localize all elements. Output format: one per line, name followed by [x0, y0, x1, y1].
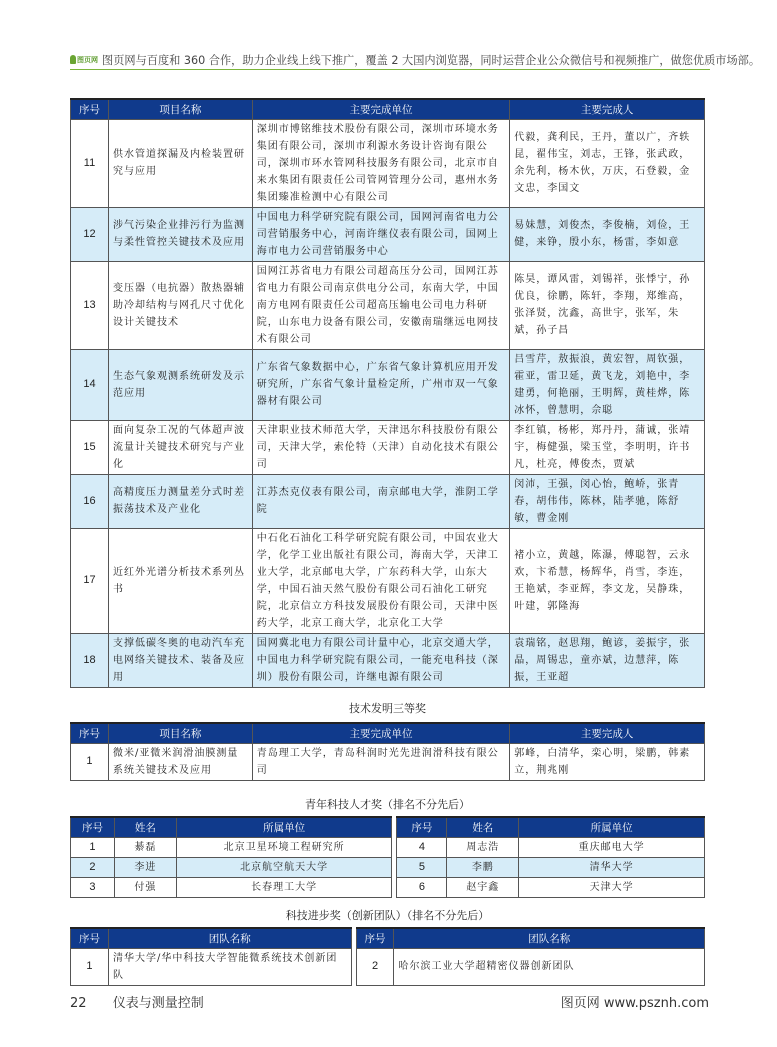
cell-people: 易妹慧，刘俊杰，李俊楠，刘俭，王健，来铮，殷小东，杨雷，李如意: [510, 207, 705, 261]
col-header-no: 序号: [71, 723, 109, 743]
cell-units: 广东省气象数据中心，广东省气象计算机应用开发研究所，广东省气象计量检定所，广州市双一气象器材有限公司: [252, 349, 510, 420]
cell-team-name: 清华大学/华中科技大学智能微系统技术创新团队: [108, 948, 351, 985]
cell-unit: 重庆邮电大学: [519, 837, 705, 857]
col-header-project: 项目名称: [108, 99, 252, 119]
table-row: [71, 207, 705, 261]
cell-name: 付强: [114, 877, 176, 897]
col-header-no-2: 序号: [356, 928, 394, 948]
cell-unit: 天津大学: [519, 877, 705, 897]
cell-no: 5: [397, 857, 447, 877]
journal-name: 仪表与测量控制: [112, 996, 204, 1011]
cell-no: 16: [71, 474, 109, 528]
footer-left: [70, 992, 204, 1011]
cell-name: 李进: [114, 857, 176, 877]
col-header-team: 团队名称: [108, 928, 351, 948]
banner-text: 图页网与百度和 360 合作，助力企业线上线下推广，覆盖 2 大国内浏览器，同时运营企业公众微信号和视频推广，做您优质市场部。: [102, 53, 761, 67]
cell-no: 18: [71, 633, 109, 687]
cell-no: 15: [71, 420, 109, 474]
table-row: [71, 420, 705, 474]
table-row: [71, 743, 705, 780]
section-title-youth: 青年科技人才奖（排名不分先后）: [305, 798, 470, 811]
cell-no: 13: [71, 261, 109, 349]
table-row: [71, 474, 705, 528]
cell-people: 郭峰，白清华，栾心明，梁鹏，韩素立，荆兆刚: [510, 743, 705, 780]
cell-people: 陈昊，谭风雷，刘锡祥，张悸宁，孙优良，徐鹏，陈轩，李翔，郑维高，张泽贤，沈鑫，高世宇，张军，朱斌，孙子昌: [510, 261, 705, 349]
table-row: [71, 528, 705, 633]
cell-no: 11: [71, 119, 109, 207]
col-header-units: 主要完成单位: [252, 99, 510, 119]
cell-project-name: 涉气污染企业排污行为监测与柔性管控关键技术及应用: [108, 207, 252, 261]
youth-award-table: [70, 816, 705, 898]
table-row: [71, 948, 705, 985]
table-row: [71, 857, 705, 877]
team-award-table: [70, 927, 705, 986]
main-award-table: [70, 98, 705, 688]
cell-units: 国网江苏省电力有限公司超高压分公司，国网江苏省电力有限公司南京供电分公司，东南大学，中国南方电网有限责任公司超高压输电公司电力科研院，山东电力设备有限公司，安徽南瑞继远电网技术有限公司: [252, 261, 510, 349]
cell-no: 12: [71, 207, 109, 261]
invention-table: [70, 722, 705, 781]
col-header-units: 主要完成单位: [252, 723, 510, 743]
col-header-no: 序号: [71, 99, 109, 119]
cell-project-name: 变压器（电抗器）散热器辅助冷却结构与网孔尺寸优化设计关键技术: [108, 261, 252, 349]
cell-no: 1: [71, 948, 109, 985]
cell-project-name: 生态气象观测系统研发及示范应用: [108, 349, 252, 420]
col-header-name: 姓名: [114, 817, 176, 837]
cell-units: 青岛理工大学，青岛科润时光先进润滑科技有限公司: [252, 743, 510, 780]
cell-people: 袁瑞铭，赵思翔，鲍谚，姜振宇，张晶，周锡忠，童亦斌，边慧萍，陈振，王亚超: [510, 633, 705, 687]
cell-no: 6: [397, 877, 447, 897]
cell-no: 17: [71, 528, 109, 633]
col-header-no: 序号: [71, 928, 109, 948]
section-title-team: 科技进步奖（创新团队）（排名不分先后）: [285, 909, 490, 922]
table-row: [71, 119, 705, 207]
col-header-people: 主要完成人: [510, 99, 705, 119]
cell-people: 李红镇，杨彬，郑丹丹，蒲诚，张靖宇，梅健强，梁玉堂，李明明，许书凡，杜亮，傅俊杰，贾斌: [510, 420, 705, 474]
cell-no: 1: [71, 743, 109, 780]
cell-project-name: 近红外光谱分析技术系列丛书: [108, 528, 252, 633]
cell-units: 江苏杰克仪表有限公司，南京邮电大学，淮阴工学院: [252, 474, 510, 528]
table-row: [71, 837, 705, 857]
cell-name: 周志浩: [447, 837, 519, 857]
col-header-project: 项目名称: [108, 723, 252, 743]
cell-name: 綦磊: [114, 837, 176, 857]
cell-people: 褚小立，黄越，陈瀑，傅聪智，云永欢，卞希慧，杨辉华，肖雪，李连，王艳斌，李亚辉，李文龙，吴静珠，叶建，郭隆海: [510, 528, 705, 633]
cell-name: 赵宇鑫: [447, 877, 519, 897]
logo-text: 图页网: [77, 55, 98, 64]
cell-no: 14: [71, 349, 109, 420]
cell-unit: 长春理工大学: [176, 877, 392, 897]
table-row: [71, 349, 705, 420]
page-number: 22: [70, 996, 87, 1011]
cell-name: 李鹏: [447, 857, 519, 877]
table-row: [71, 261, 705, 349]
cell-unit: 北京航空航天大学: [176, 857, 392, 877]
col-header-unit-2: 所属单位: [519, 817, 705, 837]
table-row: [71, 877, 705, 897]
table-row: [71, 633, 705, 687]
col-header-no-2: 序号: [397, 817, 447, 837]
col-header-no: 序号: [71, 817, 115, 837]
cell-project-name: 支撑低碳冬奥的电动汽车充电网络关键技术、装备及应用: [108, 633, 252, 687]
cell-project-name: 供水管道探漏及内检装置研究与应用: [108, 119, 252, 207]
cell-units: 深圳市博铭维技术股份有限公司，深圳市环境水务集团有限公司，深圳市利源水务设计咨询有限公司，深圳市环水管网科技服务有限公司，北京市自来水集团有限责任公司管网管理分公司，惠州水务集团臻准检测中心有限公司: [252, 119, 510, 207]
col-header-name-2: 姓名: [447, 817, 519, 837]
site-logo: [70, 55, 98, 65]
col-header-team-2: 团队名称: [394, 928, 705, 948]
cell-units: 中国电力科学研究院有限公司，国网河南省电力公司营销服务中心，河南许继仪表有限公司，国网上海市电力公司营销服务中心: [252, 207, 510, 261]
cell-units: 中石化石油化工科学研究院有限公司，中国农业大学，化学工业出版社有限公司，海南大学，天津工业大学，北京邮电大学，广东药科大学，山东大学，中国石油天然气股份有限公司石油化工研究院，北京信立方科技发展股份有限公司，天津中医药大学，北京工商大学，北京化工大学: [252, 528, 510, 633]
cell-people: 吕雪芹，敖振浪，黄宏智，周钦强，霍亚，雷卫延，黄飞龙，刘艳中，李建勇，何艳丽，王明辉，黄桂烨，陈冰怀，曾慧明，佘聪: [510, 349, 705, 420]
cell-units: 国网冀北电力有限公司计量中心，北京交通大学，中国电力科学研究院有限公司，一能充电科技（深圳）股份有限公司，许继电源有限公司: [252, 633, 510, 687]
cell-no: 2: [71, 857, 115, 877]
cell-unit: 清华大学: [519, 857, 705, 877]
promo-banner: [70, 50, 761, 70]
cell-no: 2: [356, 948, 394, 985]
cell-no: 3: [71, 877, 115, 897]
footer-site: 图页网 www.psznh.com: [560, 996, 709, 1011]
col-header-people: 主要完成人: [510, 723, 705, 743]
cell-team-name: 哈尔滨工业大学超精密仪器创新团队: [394, 948, 705, 985]
leaf-icon: [70, 55, 76, 64]
section-title-invention: 技术发明三等奖: [349, 702, 426, 715]
cell-unit: 北京卫星环境工程研究所: [176, 837, 392, 857]
cell-people: 代毅，龚利民，王丹，董以广，齐轶昆，翟伟宝，刘志，王锋，张武政，余先利，杨木伙，万庆，石登毅，金文忠，李国文: [510, 119, 705, 207]
cell-people: 闵沛，王强，闵心怡，鲍峤，张青春，胡伟伟，陈林，陆孝驰，陈舒敏，曹金刚: [510, 474, 705, 528]
col-header-unit: 所属单位: [176, 817, 392, 837]
cell-units: 天津职业技术师范大学，天津迅尔科技股份有限公司，天津大学，索伦特（天津）自动化技术有限公司: [252, 420, 510, 474]
cell-no: 1: [71, 837, 115, 857]
cell-project-name: 微米/亚微米润滑油膜测量系统关键技术及应用: [108, 743, 252, 780]
cell-project-name: 面向复杂工况的气体超声波流量计关键技术研究与产业化: [108, 420, 252, 474]
cell-no: 4: [397, 837, 447, 857]
cell-project-name: 高精度压力测量差分式时差振荡技术及产业化: [108, 474, 252, 528]
